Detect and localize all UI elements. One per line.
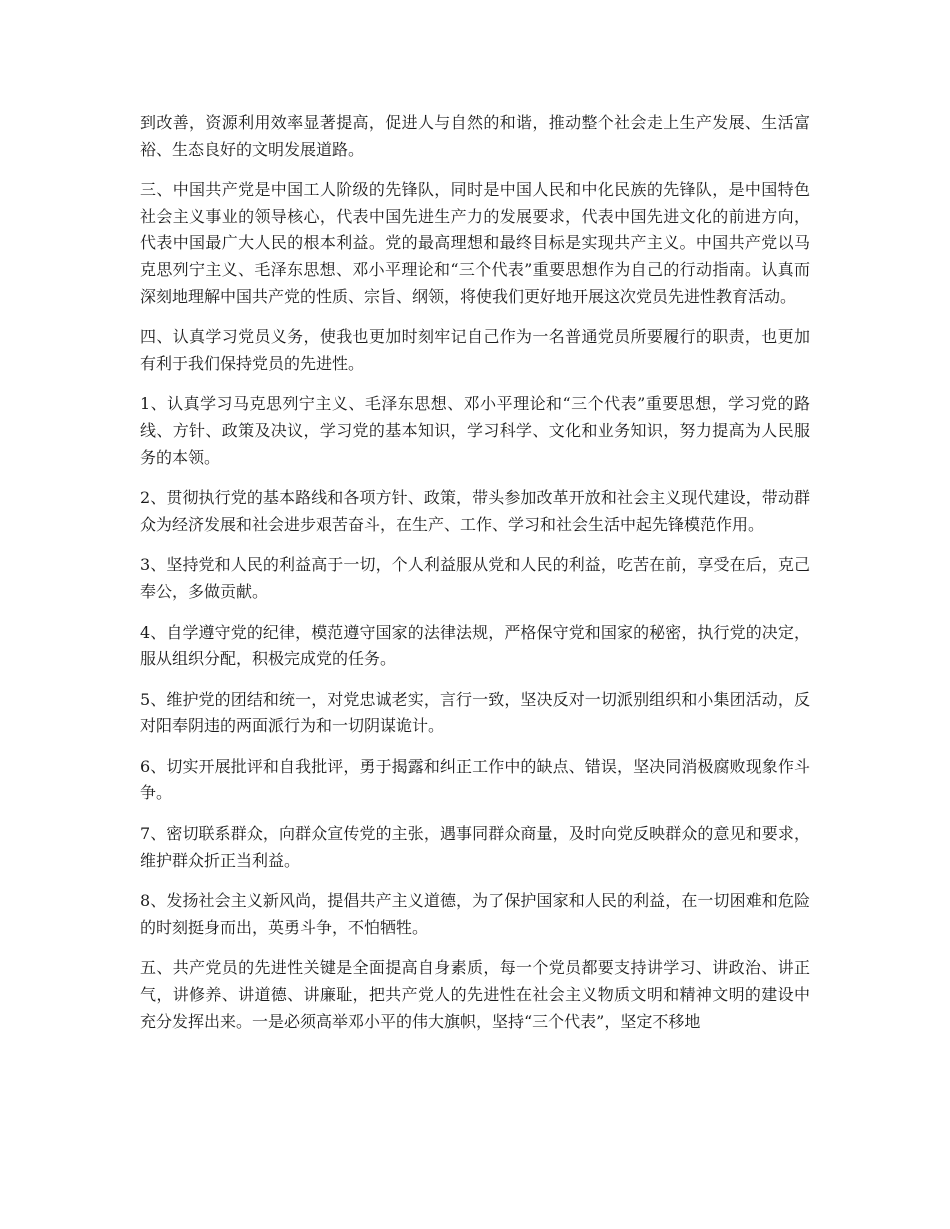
paragraph-duty-5: 5、维护党的团结和统一，对党忠诚老实，言行一致，坚决反对一切派别组织和小集团活动，反对阳奉阴违的两面派行为和一切阴谋诡计。 (140, 689, 810, 736)
paragraph-duty-6: 6、切实开展批评和自我批评，勇于揭露和纠正工作中的缺点、错误，坚决同消极腐败现象作斗争。 (140, 756, 810, 803)
paragraph-section-three: 三、中国共产党是中国工人阶级的先锋队，同时是中国人民和中化民族的先锋队，是中国特色社会主义事业的领导核心，代表中国先进生产力的发展要求，代表中国先进文化的前进方向，代表中国最广大人民的根本利益。党的最高理想和最终目标是实现共产主义。中国共产党以马克思列宁主义、毛泽东思想、邓小平理论和“三个代表”重要思想作为自己的行动指南。认真而深刻地理解中国共产党的性质、宗旨、纲领，将使我们更好地开展这次党员先进性教育活动。 (140, 180, 810, 306)
paragraph-continuation: 到改善，资源利用效率显著提高，促进人与自然的和谐，推动整个社会走上生产发展、生活富裕、生态良好的文明发展道路。 (140, 113, 810, 159)
document-page (140, 110, 810, 1035)
paragraph-duty-2: 2、贯彻执行党的基本路线和各项方针、政策，带头参加改革开放和社会主义现代建设，带动群众为经济发展和社会进步艰苦奋斗，在生产、工作、学习和社会生活中起先锋模范作用。 (140, 488, 810, 534)
paragraph-section-five: 五、共产党员的先进性关键是全面提高自身素质，每一个党员都要支持讲学习、讲政治、讲正气，讲修养、讲道德、讲廉耻，把共产党人的先进性在社会主义物质文明和精神文明的建设中充分发挥出来。一是必须高举邓小平的伟大旗帜，坚持“三个代表”，坚定不移地 (140, 958, 810, 1031)
paragraph-duty-4: 4、自学遵守党的纪律，模范遵守国家的法律法规，严格保守党和国家的秘密，执行党的决定，服从组织分配，积极完成党的任务。 (140, 622, 810, 669)
paragraph-duty-7: 7、密切联系群众，向群众宣传党的主张，遇事同群众商量，及时向党反映群众的意见和要求，维护群众折正当利益。 (140, 824, 810, 870)
paragraph-duty-1: 1、认真学习马克思列宁主义、毛泽东思想、邓小平理论和“三个代表”重要思想，学习党的路线、方针、政策及决议，学习党的基本知识，学习科学、文化和业务知识，努力提高为人民服务的本领。 (140, 394, 810, 467)
paragraph-section-four: 四、认真学习党员义务，使我也更加时刻牢记自己作为一名普通党员所要履行的职责，也更加有利于我们保持党员的先进性。 (140, 327, 810, 373)
paragraph-duty-8: 8、发扬社会主义新风尚，提倡共产主义道德，为了保护国家和人民的利益，在一切困难和危险的时刻挺身而出，英勇斗争，不怕牺牲。 (140, 891, 810, 937)
paragraph-duty-3: 3、坚持党和人民的利益高于一切，个人利益服从党和人民的利益，吃苦在前，享受在后，克己奉公，多做贡献。 (140, 555, 810, 601)
